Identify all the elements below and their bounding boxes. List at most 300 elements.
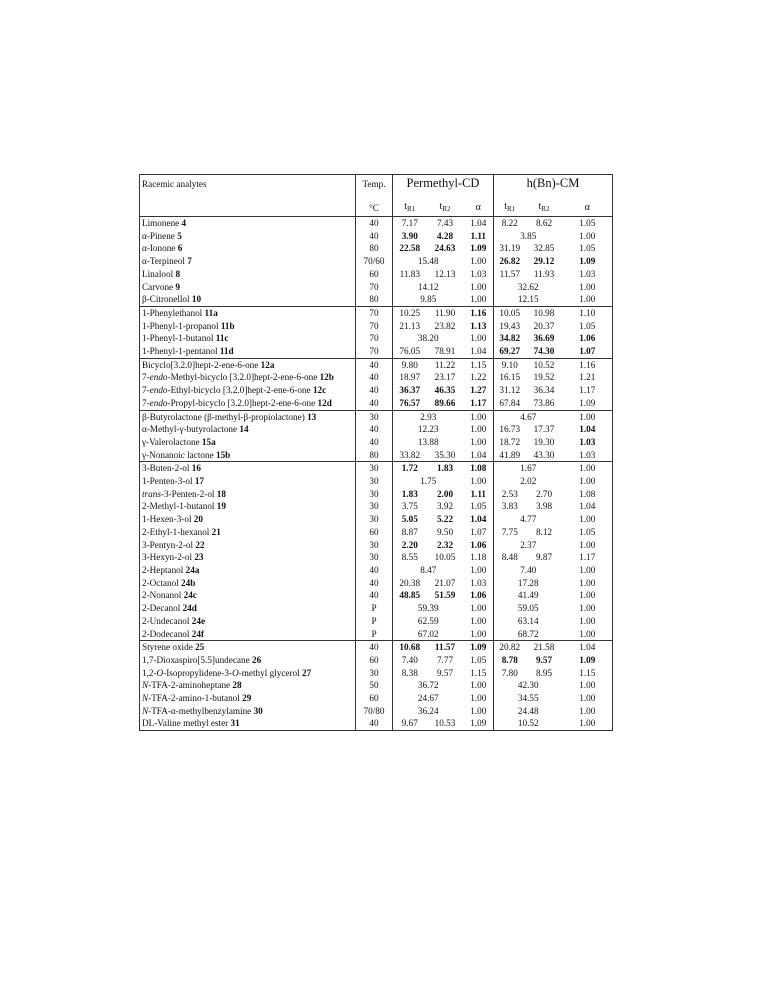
hbn-alpha: 1.00 [563,230,613,243]
hbn-tr1: 8.48 [494,551,526,564]
analyte-cell [140,628,356,641]
analyte-cell [140,615,356,628]
hbn-alpha: 1.09 [563,654,613,667]
hbn-alpha: 1.00 [563,705,613,718]
analyte-name: -3-Penten-2-ol [160,488,217,499]
permethyl-tr1: 22.58 [393,242,427,255]
hbn-alpha: 1.09 [563,397,613,410]
temp-cell: 30 [356,513,393,526]
permethyl-tr-merged: 12.23 [393,423,464,436]
hbn-tr1: 9.10 [494,358,526,371]
permethyl-tr1: 8.55 [393,551,427,564]
hbn-tr-merged: 17.28 [494,577,563,590]
permethyl-tr1: 8.87 [393,526,427,539]
hbn-tr1: 11.57 [494,268,526,281]
hbn-alpha: 1.00 [563,513,613,526]
permethyl-alpha: 1.11 [470,488,487,499]
analyte-name: γ-Nonanoic lactone [142,449,216,460]
hbn-tr-merged: 12.15 [494,293,563,306]
hbn-alpha: 1.00 [563,293,613,306]
analyte-name: Bicyclo[3.2.0]hept-2-ene-6-one [142,359,261,370]
hbn-alpha: 1.17 [563,384,613,397]
header-h-alpha: α [563,200,613,217]
analyte-name: 2-Decanol [142,603,183,614]
permethyl-tr1: 9.80 [393,358,427,371]
analyte-name: -Ethyl-bicyclo [3.2.0]hept-2-ene-6-one [167,385,313,396]
hbn-tr-merged: 42.30 [494,679,563,692]
permethyl-alpha: 1.11 [470,230,487,241]
permethyl-tr2: 23.17 [434,372,456,383]
analyte-number: 13 [307,411,317,422]
permethyl-tr1: 7.40 [393,654,427,667]
table-row [140,371,613,384]
analyte-name: 2-Undecanol [142,615,192,626]
table-row [140,475,613,488]
hbn-tr2: 11.93 [533,268,555,279]
hbn-tr2: 36.34 [533,385,555,396]
hbn-tr-merged: 3.85 [494,230,563,243]
permethyl-alpha: 1.06 [470,590,487,601]
hbn-tr2: 8.95 [535,667,553,678]
hbn-alpha: 1.04 [563,641,613,654]
analyte-number: 11d [219,346,234,357]
analyte-name: 2-Heptanol [142,564,186,575]
analyte-cell [140,242,356,255]
table-row [140,564,613,577]
analyte-name: 3-Pentyn-2-ol [142,539,196,550]
hbn-tr1: 31.19 [494,242,526,255]
analyte-prefix: 7- [142,397,150,408]
temp-cell: 40 [356,397,393,410]
analyte-name: Limonene [142,218,182,228]
temp-cell: 40 [356,577,393,590]
temp-cell: 30 [356,462,393,475]
hbn-tr-merged: 1.67 [494,462,563,475]
hbn-tr1: 2.53 [494,488,526,501]
analyte-number: 24c [183,590,197,601]
analyte-name: Styrene oxide [142,642,196,653]
permethyl-tr1: 1.83 [393,488,427,501]
temp-cell: P [356,615,393,628]
table-row [140,423,613,436]
analyte-number: 21 [211,526,221,537]
analyte-number: 25 [195,642,205,653]
analyte-cell [140,667,356,680]
analyte-number: 23 [194,552,204,563]
analyte-cell [140,320,356,333]
hbn-tr2: 29.12 [533,256,555,267]
permethyl-tr2: 7.43 [436,218,454,228]
hbn-tr-merged: 59.05 [494,602,563,615]
analyte-cell [140,332,356,345]
permethyl-tr1: 11.83 [393,268,427,281]
permethyl-tr2: 10.53 [427,717,464,730]
temp-cell: 40 [356,358,393,371]
table-row [140,384,613,397]
analyte-cell [140,577,356,590]
analyte-number: 12a [260,359,275,370]
hbn-alpha: 1.09 [563,255,613,268]
analyte-name: Carvone [142,281,176,292]
hbn-alpha: 1.00 [563,564,613,577]
analyte-name: -Propyl-bicyclo [3.2.0]hept-2-ene-6-one [167,397,318,408]
temp-cell: 40 [356,641,393,654]
hbn-tr1: 3.83 [494,500,526,513]
analyte-prefix: 1,2- [142,667,157,678]
permethyl-alpha: 1.00 [470,603,487,614]
permethyl-alpha: 1.09 [470,642,487,653]
table-row [140,449,613,462]
table-row [140,628,613,641]
hbn-tr-merged: 41.49 [494,589,563,602]
permethyl-tr1: 8.38 [393,667,427,680]
permethyl-alpha: 1.09 [470,243,487,254]
hbn-alpha: 1.00 [563,462,613,475]
analyte-cell [140,462,356,475]
permethyl-tr2: 2.32 [436,539,454,550]
analyte-number: 5 [177,230,182,241]
permethyl-tr1: 10.68 [393,641,427,654]
hbn-alpha: 1.00 [563,717,613,730]
permethyl-tr2: 35.30 [427,449,464,462]
analyte-italic: N [142,680,149,691]
permethyl-alpha: 1.16 [470,307,487,318]
analyte-name: 2-Octanol [142,577,182,588]
permethyl-tr2: 21.07 [434,577,456,588]
temp-cell: 70 [356,320,393,333]
table-row [140,397,613,410]
table-row [140,462,613,475]
permethyl-alpha: 1.04 [470,218,487,228]
analyte-name: α-Methyl-γ-butyrolactone [142,424,240,435]
hbn-alpha: 1.16 [563,358,613,371]
analyte-prefix: 7- [142,372,150,383]
table-row [140,306,613,319]
hbn-alpha: 1.08 [563,488,613,501]
permethyl-alpha: 1.00 [470,615,487,626]
hbn-alpha: 1.07 [563,345,613,358]
temp-cell: 30 [356,488,393,501]
permethyl-alpha: 1.00 [470,693,487,704]
hbn-alpha: 1.17 [563,551,613,564]
permethyl-alpha: 1.00 [470,256,487,267]
temp-cell: 30 [356,410,393,423]
table-row [140,513,613,526]
permethyl-tr1: 2.20 [393,539,427,552]
analyte-cell [140,717,356,730]
permethyl-alpha: 1.05 [470,501,487,512]
table-row [140,641,613,654]
permethyl-tr1: 10.25 [393,306,427,319]
permethyl-tr2: 11.57 [434,642,456,653]
table-row [140,217,613,230]
permethyl-tr1: 76.05 [393,345,427,358]
temp-cell: 40 [356,230,393,243]
permethyl-tr1: 36.37 [393,384,427,397]
hbn-alpha: 1.00 [563,410,613,423]
permethyl-alpha: 1.22 [470,372,487,383]
permethyl-tr2: 51.59 [434,590,456,601]
header-p-tr1: $t_{R1}$ [393,200,427,217]
enantioseparation-table [139,174,613,731]
table-row [140,602,613,615]
hbn-tr2: 74.30 [526,345,563,358]
analyte-number: 24e [191,615,206,626]
header-p-tr2: $t_{R2}$ [427,200,464,217]
analyte-cell [140,526,356,539]
analyte-italic: O [156,667,164,678]
analyte-prefix: 7- [142,385,150,396]
permethyl-tr-merged: 9.85 [393,293,464,306]
permethyl-tr1: 20.38 [393,577,427,590]
analyte-name: 1-Phenylethanol [142,307,205,318]
hbn-tr1: 8.22 [494,217,526,230]
analyte-number: 10 [191,294,202,305]
temp-cell: 60 [356,526,393,539]
permethyl-tr-merged: 62.59 [393,615,464,628]
analyte-number: 29 [242,693,252,704]
hbn-alpha: 1.10 [563,306,613,319]
hbn-alpha: 1.00 [563,602,613,615]
hbn-alpha: 1.00 [563,679,613,692]
analyte-name: 1-Hexen-3-ol [142,514,194,525]
hbn-tr2: 8.62 [535,218,553,228]
permethyl-tr-merged: 67.02 [393,628,464,641]
permethyl-alpha: 1.06 [470,539,487,550]
hbn-alpha: 1.06 [563,332,613,345]
permethyl-tr1: 5.05 [393,513,427,526]
analyte-italic: endo [149,397,168,408]
table-row [140,332,613,345]
analyte-number: 28 [232,680,242,691]
hbn-alpha: 1.05 [563,242,613,255]
hbn-alpha: 1.05 [563,320,613,333]
permethyl-tr2: 46.35 [434,385,456,396]
analyte-number: 12c [312,385,327,396]
table-row [140,654,613,667]
table-row [140,692,613,705]
analyte-cell [140,449,356,462]
permethyl-tr-merged: 38.20 [393,332,464,345]
table-row [140,293,613,306]
permethyl-alpha: 1.00 [470,436,487,447]
analyte-name: -Methyl-bicyclo [3.2.0]hept-2-ene-6-one [167,372,320,383]
hbn-tr1: 69.27 [494,345,526,358]
hbn-alpha: 1.00 [563,615,613,628]
analyte-name: 1-Phenyl-1-propanol [142,320,221,331]
header-hbn-cm: h(Bn)-CM [494,175,613,201]
hbn-tr-merged: 4.77 [494,513,563,526]
hbn-alpha: 1.00 [563,577,613,590]
analyte-number: 24f [191,628,204,639]
analyte-name: 3-Hexyn-2-ol [142,552,195,563]
analyte-number: 12d [317,397,332,408]
hbn-alpha: 1.04 [563,423,613,436]
header-blank [140,200,356,217]
temp-cell: 40 [356,717,393,730]
analyte-number: 15a [201,436,216,447]
table-row [140,345,613,358]
analyte-cell [140,692,356,705]
analyte-number: 24b [181,577,196,588]
hbn-tr1: 10.05 [494,306,526,319]
hbn-alpha: 1.00 [563,589,613,602]
permethyl-tr1: 3.75 [393,500,427,513]
permethyl-alpha: 1.00 [470,680,487,691]
analyte-italic: N [142,693,149,704]
permethyl-alpha: 1.00 [470,281,487,292]
hbn-tr1: 34.82 [494,332,526,345]
header-analytes: Racemic analytes [140,175,356,201]
analyte-cell [140,539,356,552]
temp-cell: 70/80 [356,705,393,718]
table-row [140,488,613,501]
permethyl-tr2: 11.90 [434,307,456,318]
analyte-number: 17 [194,476,205,487]
analyte-number: 7 [187,256,192,267]
analyte-name: 1-Penten-3-ol [142,476,195,487]
hbn-tr-merged: 7.40 [494,564,563,577]
hbn-tr-merged: 34.55 [494,692,563,705]
permethyl-tr2: 3.92 [436,501,454,512]
analyte-number: 18 [216,488,226,499]
analyte-cell [140,475,356,488]
analyte-name: -Isopropylidene-3- [163,667,233,678]
analyte-number: 11a [204,307,218,318]
permethyl-tr2: 23.82 [434,320,456,331]
table-row [140,539,613,552]
hbn-tr1: 26.82 [494,255,526,268]
analyte-cell [140,423,356,436]
permethyl-tr1: 33.82 [393,449,427,462]
header-temp: Temp. [356,175,393,201]
hbn-alpha: 1.03 [563,268,613,281]
permethyl-alpha: 1.15 [470,359,487,370]
temp-cell: 70 [356,281,393,294]
analyte-cell [140,513,356,526]
temp-cell: 40 [356,371,393,384]
analyte-cell [140,345,356,358]
analyte-number: 8 [175,268,181,279]
analyte-number: 12b [319,372,334,383]
analyte-number: 24a [185,564,200,575]
permethyl-tr2: 2.00 [436,488,454,499]
analyte-number: 15b [215,449,231,460]
hbn-tr2: 32.85 [533,243,555,254]
permethyl-alpha: 1.00 [470,476,487,487]
analyte-name: 2-Nonanol [142,590,184,601]
hbn-tr2: 10.98 [533,307,555,318]
analyte-name: β-Citronellol [142,294,192,305]
permethyl-alpha: 1.03 [470,577,487,588]
temp-cell: 60 [356,692,393,705]
hbn-tr-merged: 63.14 [494,615,563,628]
analyte-cell [140,306,356,319]
permethyl-tr1: 1.72 [393,462,427,475]
analyte-cell [140,230,356,243]
temp-cell: 70 [356,306,393,319]
hbn-tr1: 41.89 [494,449,526,462]
temp-cell: 30 [356,667,393,680]
hbn-tr2: 8.12 [535,526,553,537]
hbn-alpha: 1.04 [563,500,613,513]
permethyl-alpha: 1.17 [464,397,494,410]
analyte-number: 4 [181,218,187,228]
analyte-number: 20 [193,514,203,525]
temp-cell: 30 [356,500,393,513]
permethyl-tr-merged: 14.12 [393,281,464,294]
table-row [140,320,613,333]
permethyl-alpha: 1.00 [464,293,494,306]
table-row [140,268,613,281]
analyte-italic: endo [149,385,168,396]
temp-cell: 30 [356,551,393,564]
hbn-alpha: 1.05 [563,217,613,230]
analyte-number: 26 [251,654,262,665]
analyte-cell [140,589,356,602]
hbn-tr1: 19.43 [494,320,526,333]
analyte-italic: O [232,667,239,678]
table-row [140,436,613,449]
table-row [140,615,613,628]
permethyl-tr2: 89.66 [427,397,464,410]
hbn-alpha: 1.00 [563,281,613,294]
permethyl-alpha: 1.07 [470,526,487,537]
permethyl-alpha: 1.09 [464,717,494,730]
permethyl-alpha: 1.15 [470,667,487,678]
table-row [140,589,613,602]
analyte-name: 2-Ethyl-1-hexanol [142,526,212,537]
hbn-tr2: 17.37 [533,424,555,435]
hbn-alpha: 1.00 [563,692,613,705]
hbn-tr2: 9.87 [535,552,553,563]
temp-cell: 40 [356,589,393,602]
table-row [140,667,613,680]
analyte-cell [140,384,356,397]
hbn-tr-merged: 24.48 [494,705,563,718]
table-row [140,551,613,564]
analyte-name: 3-Buten-2-ol [142,463,192,474]
table-row [140,526,613,539]
analyte-number: 30 [253,705,263,716]
temp-cell: 70 [356,332,393,345]
table-row [140,281,613,294]
analyte-number: 16 [191,463,201,474]
analyte-name: α-Pinene [142,230,178,241]
analyte-name: β-Butyrolactone (β-methyl-β-propiolactone) [142,411,308,422]
temp-cell: 60 [356,268,393,281]
hbn-tr1: 16.73 [494,423,526,436]
permethyl-alpha: 1.13 [470,320,487,331]
temp-cell: 80 [356,449,393,462]
analyte-name: -TFA-α-methylbenzylamine [148,705,254,716]
hbn-tr2: 20.37 [533,320,555,331]
permethyl-tr1: 3.90 [393,230,427,243]
hbn-tr1: 67.84 [494,397,526,410]
permethyl-alpha: 1.00 [470,564,487,575]
table-row [140,500,613,513]
permethyl-tr-merged: 8.47 [393,564,464,577]
analyte-cell [140,679,356,692]
table-row [140,577,613,590]
hbn-alpha: 1.03 [563,436,613,449]
hbn-tr2: 73.86 [526,397,563,410]
permethyl-tr1: 18.97 [393,371,427,384]
hbn-tr-merged: 2.37 [494,539,563,552]
analyte-number: 9 [175,281,181,292]
permethyl-alpha: 1.05 [470,654,487,665]
analyte-name: 1,7-Dioxaspiro[5.5]undecane [142,654,252,665]
